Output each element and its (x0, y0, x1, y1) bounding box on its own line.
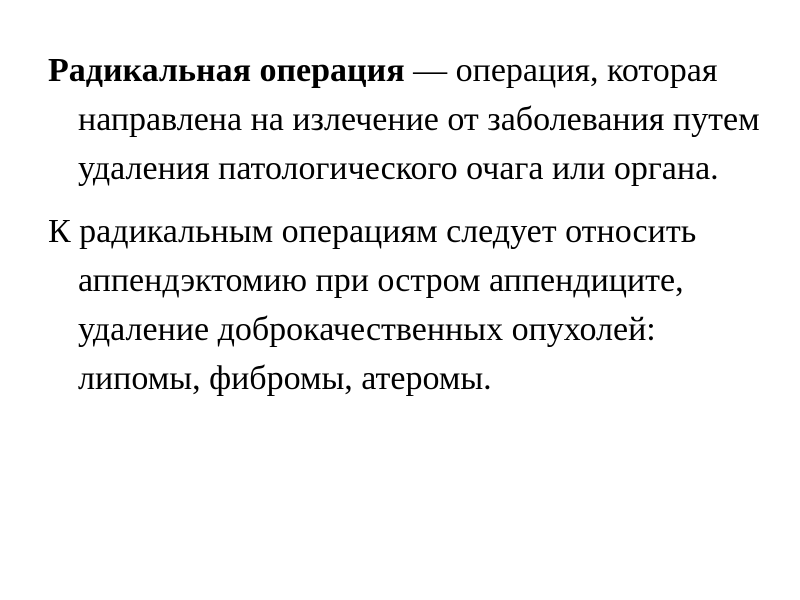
examples-paragraph: К радикальным операциям следует относить аппендэктомию при остром аппендиците, удаление доброкачественных опухолей: липомы, фибромы, атеромы. (48, 213, 697, 397)
definition-paragraph (48, 46, 763, 193)
slide-body (48, 46, 763, 417)
definition-text: — операция, которая направлена на излечение от заболевания путем удаления патологического очага или органа. (78, 52, 760, 187)
defined-term: Радикальная операция (48, 52, 405, 89)
